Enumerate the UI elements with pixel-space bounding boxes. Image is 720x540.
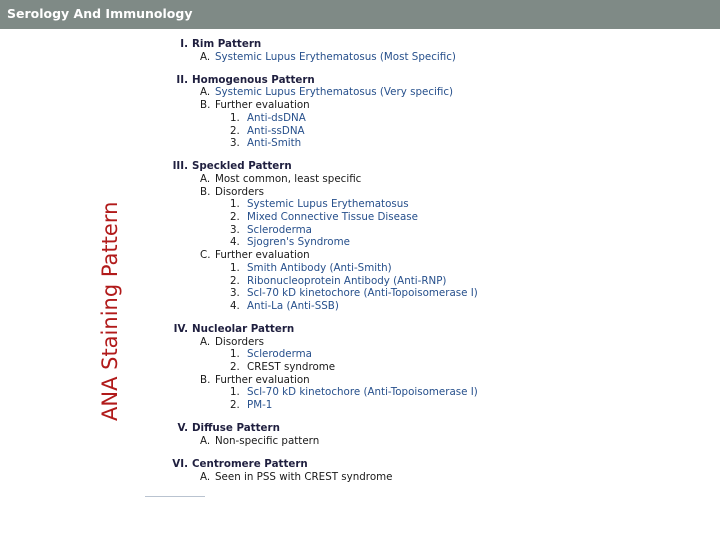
item-letter: A. <box>200 50 211 63</box>
section-title <box>160 74 580 87</box>
subitem-text: CREST syndrome <box>247 361 336 374</box>
outline-subitem <box>160 236 580 249</box>
outline-item <box>160 99 580 112</box>
subitem-number: 3. <box>230 287 240 300</box>
subitem-number: 2. <box>230 361 240 374</box>
subitem-number: 4. <box>230 236 240 249</box>
outline-subitem <box>160 348 580 361</box>
outline-subitem <box>160 399 580 412</box>
subitem-number: 1. <box>230 111 240 124</box>
side-title: ANA Staining Pattern <box>98 201 122 421</box>
section-number: IV. <box>173 322 188 335</box>
outline-subitem <box>160 361 580 374</box>
outline-item <box>160 471 580 484</box>
subitem-text: Scl-70 kD kinetochore (Anti-Topoisomerase I) <box>247 287 478 300</box>
header-title: Serology And Immunology <box>7 6 193 21</box>
outline-subitem <box>160 112 580 125</box>
subitem-text: Mixed Connective Tissue Disease <box>247 211 418 224</box>
subitem-text: Anti-dsDNA <box>247 111 306 124</box>
outline-subitem <box>160 275 580 288</box>
outline-item <box>160 374 580 387</box>
item-text: Seen in PSS with CREST syndrome <box>215 470 393 483</box>
subitem-text: Anti-Smith <box>247 137 302 150</box>
outline-subitem <box>160 211 580 224</box>
subitem-number: 2. <box>230 274 240 287</box>
subitem-number: 2. <box>230 124 240 137</box>
subitem-text: PM-1 <box>247 399 273 412</box>
subitem-number: 3. <box>230 137 240 150</box>
section-label: Rim Pattern <box>192 38 262 50</box>
outline-section <box>160 458 580 483</box>
item-letter: A. <box>200 335 211 348</box>
outline-item <box>160 435 580 448</box>
subitem-text: Sjogren's Syndrome <box>247 236 350 249</box>
subitem-number: 4. <box>230 299 240 312</box>
section-title <box>160 160 580 173</box>
outline-subitem <box>160 198 580 211</box>
item-text: Further evaluation <box>215 249 310 262</box>
outline-section <box>160 323 580 412</box>
outline-item <box>160 336 580 349</box>
item-text: Further evaluation <box>215 373 310 386</box>
section-number: I. <box>180 38 188 50</box>
item-text: Non-specific pattern <box>215 434 320 447</box>
subitem-text: Smith Antibody (Anti-Smith) <box>247 261 392 274</box>
outline-item <box>160 173 580 186</box>
subitem-number: 1. <box>230 348 240 361</box>
section-label: Homogenous Pattern <box>192 73 315 86</box>
outline-section <box>160 422 580 447</box>
section-title <box>160 38 580 51</box>
item-text: Systemic Lupus Erythematosus (Most Specific) <box>215 50 456 63</box>
divider <box>145 496 205 497</box>
section-label: Nucleolar Pattern <box>192 322 295 335</box>
outline-subitem <box>160 300 580 313</box>
header-bar <box>0 0 720 29</box>
item-letter: A. <box>200 470 211 483</box>
outline-item <box>160 86 580 99</box>
section-number: III. <box>172 160 188 173</box>
section-number: V. <box>177 422 188 435</box>
item-text: Disorders <box>215 335 264 348</box>
outline-subitem <box>160 125 580 138</box>
item-letter: A. <box>200 434 211 447</box>
item-letter: A. <box>200 172 211 185</box>
item-text: Further evaluation <box>215 99 310 112</box>
outline-subitem <box>160 137 580 150</box>
section-number: VI. <box>172 457 188 470</box>
subitem-number: 1. <box>230 198 240 211</box>
subitem-text: Scleroderma <box>247 223 312 236</box>
subitem-number: 2. <box>230 211 240 224</box>
item-letter: B. <box>200 373 211 386</box>
subitem-text: Anti-La (Anti-SSB) <box>247 299 339 312</box>
item-letter: B. <box>200 99 211 112</box>
outline-section <box>160 38 580 63</box>
subitem-text: Systemic Lupus Erythematosus <box>247 198 409 211</box>
outline-subitem <box>160 287 580 300</box>
subitem-number: 1. <box>230 386 240 399</box>
item-letter: A. <box>200 86 211 99</box>
subitem-text: Anti-ssDNA <box>247 124 305 137</box>
subitem-text: Scl-70 kD kinetochore (Anti-Topoisomerase I) <box>247 386 478 399</box>
subitem-number: 1. <box>230 261 240 274</box>
outline-item <box>160 51 580 64</box>
outline-item <box>160 249 580 262</box>
item-letter: C. <box>200 249 211 262</box>
item-text: Systemic Lupus Erythematosus (Very specific) <box>215 86 454 99</box>
outline-section <box>160 74 580 150</box>
outline-subitem <box>160 262 580 275</box>
outline-subitem <box>160 224 580 237</box>
section-label: Speckled Pattern <box>192 160 292 173</box>
item-text: Most common, least specific <box>215 172 362 185</box>
section-title <box>160 323 580 336</box>
section-title <box>160 422 580 435</box>
subitem-text: Scleroderma <box>247 348 312 361</box>
item-letter: B. <box>200 185 211 198</box>
subitem-text: Ribonucleoprotein Antibody (Anti-RNP) <box>247 274 447 287</box>
outline-item <box>160 186 580 199</box>
subitem-number: 2. <box>230 399 240 412</box>
outline-section <box>160 160 580 312</box>
section-label: Diffuse Pattern <box>192 422 280 435</box>
outline <box>160 38 580 494</box>
section-number: II. <box>176 73 188 86</box>
item-text: Disorders <box>215 185 264 198</box>
section-label: Centromere Pattern <box>192 457 308 470</box>
subitem-number: 3. <box>230 223 240 236</box>
section-title <box>160 458 580 471</box>
outline-subitem <box>160 386 580 399</box>
